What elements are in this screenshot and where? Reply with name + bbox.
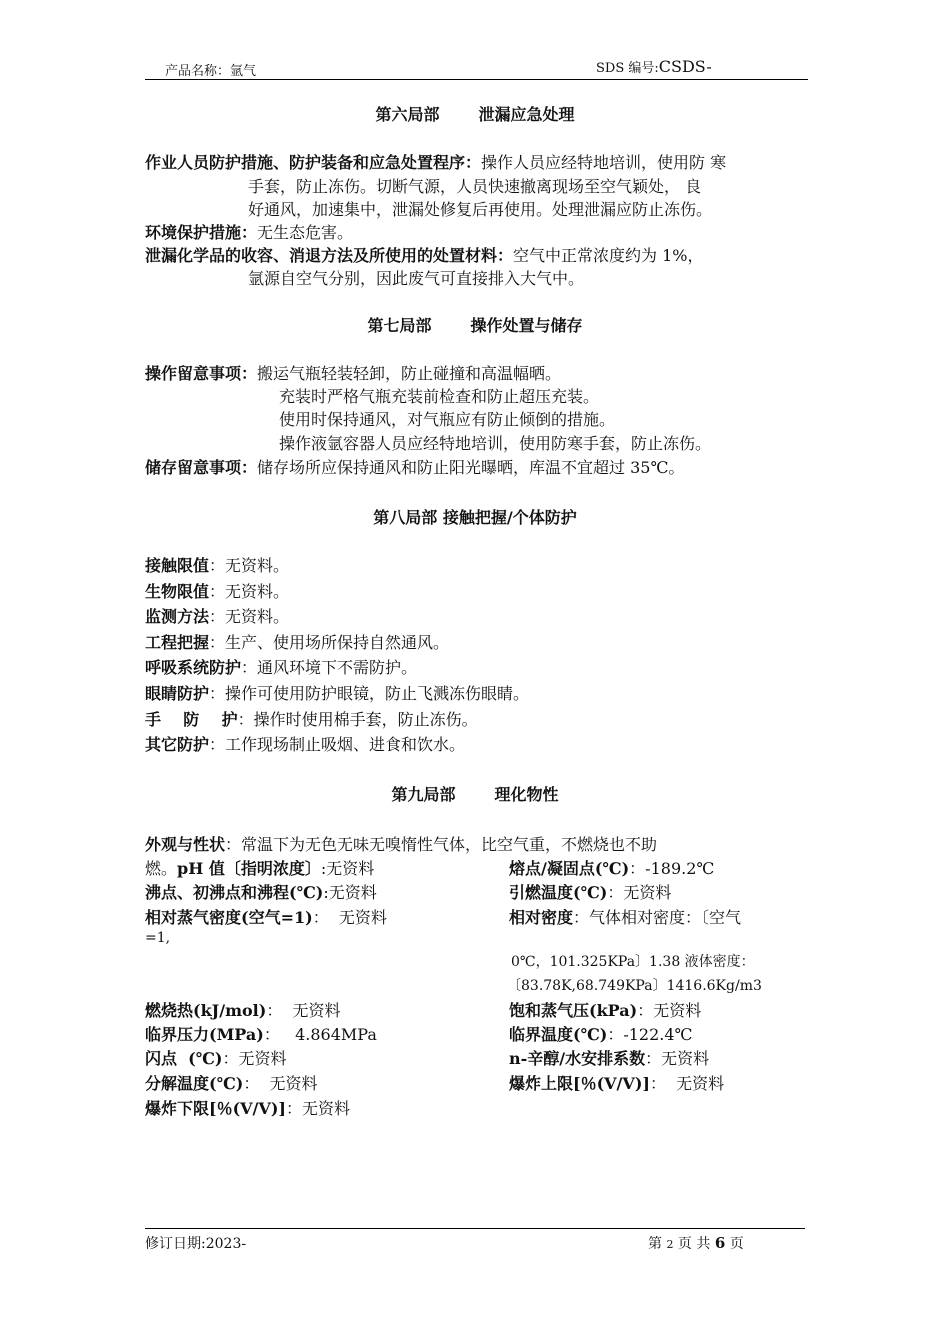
- sec9-critical-temp-line: [509, 1022, 692, 1045]
- footer-revision-date: 修订日期:2023-: [145, 1236, 247, 1252]
- sec6-env-text: 无生态危害。: [257, 223, 354, 242]
- sds-code: CSDS-: [658, 57, 712, 76]
- sec9-relative-density-text: ：气体相对密度：〔空气: [573, 908, 742, 927]
- sec7-op-line3: 使用时保持通风，对气瓶应有防止倾倒的措施。: [279, 410, 616, 429]
- sec8-item-label: 呼吸系统防护: [145, 658, 242, 677]
- sec7-storage-line: [145, 455, 684, 478]
- sec9-saturated-vapor-text: ：无资料: [637, 1001, 702, 1020]
- sec7-op-text1: 搬运气瓶轻装轻卸，防止碰撞和高温幅晒。: [257, 364, 562, 383]
- sec9-relative-density-line3: 〔83.78K,68.749KPa〕1416.6Kg/m3: [507, 978, 762, 994]
- page-prefix: 第: [648, 1236, 662, 1252]
- sec9-boiling-line: [145, 880, 377, 903]
- sec9-octanol-line: [509, 1046, 709, 1069]
- sec9-vapor-density-line2: =1,: [145, 930, 171, 946]
- section-7-title: 第七局部 操作处置与储存: [367, 316, 583, 335]
- sec7-op-label: 操作留意事项：: [145, 364, 258, 383]
- page-suffix: 页: [729, 1236, 744, 1252]
- sec8-item-text: ：无资料。: [209, 607, 290, 626]
- sec8-item-text: ：工作现场制止吸烟、进食和饮水。: [209, 735, 466, 754]
- page-middle: 页 共: [677, 1236, 711, 1252]
- sec6-env-line: [145, 220, 353, 243]
- sec8-item: [145, 553, 289, 576]
- sec6-leak-label: 泄漏化学品的收容、消退方法及所使用的处置材料：: [145, 246, 514, 265]
- sec9-octanol-label: n-辛醇/水安排系数: [509, 1049, 646, 1068]
- sec6-protection-line: [145, 150, 726, 173]
- sec9-flash-point-label: 闪点 (℃): [145, 1049, 223, 1068]
- sec8-item: [145, 655, 417, 678]
- sec9-decomposition-line: [145, 1071, 318, 1094]
- sec8-item-label: 工程把握: [145, 633, 210, 652]
- sec9-boiling-text: :无资料: [323, 883, 377, 902]
- section-8-title: 第八局部 接触把握/个体防护: [373, 508, 577, 527]
- sec8-item-label: 眼睛防护: [145, 684, 210, 703]
- sec9-critical-temp-label: 临界温度(℃): [509, 1025, 608, 1044]
- sec9-vapor-density-label: 相对蒸气密度(空气=1): [145, 908, 313, 927]
- sec9-appearance-label: 外观与性状: [145, 835, 226, 854]
- sec6-leak-line2: 氩源自空气分别，因此废气可直接排入大气中。: [248, 269, 585, 288]
- section-6-title: 第六局部 泄漏应急处理: [375, 105, 575, 124]
- sec9-melting-line: [509, 856, 714, 879]
- sec7-op-line1: [145, 361, 561, 384]
- header-divider: [145, 79, 808, 80]
- page-total: 6: [714, 1234, 726, 1252]
- sec9-appearance-text2: 燃。: [145, 859, 178, 878]
- sec6-protection-line2: 手套，防止冻伤。切断气源，人员快速撤离现场至空气颖处， 良: [248, 177, 702, 196]
- sec8-item-label: 监测方法: [145, 607, 210, 626]
- sec9-appearance-text: ：常温下为无色无味无嗅惰性气体，比空气重，不燃烧也不助: [225, 835, 658, 854]
- sec9-combustion-label: 燃烧热(kJ/mol): [145, 1001, 267, 1020]
- sec8-item-text: ：生产、使用场所保持自然通风。: [209, 633, 450, 652]
- sec8-item-text: ：无资料。: [209, 582, 290, 601]
- sec9-ph-label: pH 值〔指明浓度〕: [177, 859, 321, 878]
- sec8-item-label: 其它防护: [145, 735, 210, 754]
- sec9-combustion-line: [145, 998, 341, 1021]
- sec9-flash-point-text: ：无资料: [222, 1049, 287, 1068]
- sec8-item-text: ：操作可使用防护眼镜，防止飞溅冻伤眼睛。: [209, 684, 530, 703]
- sec6-protection-text: 操作人员应经特地培训，使用防 寒: [481, 153, 727, 172]
- sec8-item: [145, 604, 289, 627]
- sec8-item-label: 手 防 护: [145, 710, 238, 729]
- sec8-item-text: ：无资料。: [209, 556, 290, 575]
- sec9-upper-explosive-text: ： 无资料: [649, 1074, 725, 1093]
- sec9-critical-pressure-line: [145, 1022, 377, 1045]
- sec8-item: [145, 732, 465, 755]
- sec6-protection-line3: 好通风，加速集中，泄漏处修复后再使用。处理泄漏应防止冻伤。: [248, 200, 713, 219]
- sec6-env-label: 环境保护措施：: [145, 223, 258, 242]
- sec9-ph-text: :无资料: [320, 859, 375, 878]
- sec9-flash-point-line: [145, 1046, 286, 1069]
- sec9-melting-label: 熔点/凝固点(℃): [509, 859, 630, 878]
- sec9-ignition-text: ：无资料: [607, 883, 672, 902]
- sec9-relative-density-label: 相对密度: [509, 908, 574, 927]
- sec8-item: [145, 579, 289, 602]
- sec9-critical-pressure-label: 临界压力(MPa): [145, 1025, 264, 1044]
- sec7-storage-label: 储存留意事项：: [145, 458, 258, 477]
- sec8-item-label: 生物限值: [145, 582, 210, 601]
- sds-prefix: SDS 编号:: [596, 61, 659, 76]
- sec7-op-line4: 操作液氩容器人员应经特地培训，使用防寒手套，防止冻伤。: [279, 434, 712, 453]
- sec9-vapor-density-text: ： 无资料: [312, 908, 387, 927]
- sec8-item: [145, 681, 529, 704]
- section-9-title: 第九局部 理化物性: [391, 785, 559, 804]
- sec9-boiling-label: 沸点、初沸点和沸程(℃): [145, 883, 324, 902]
- footer-divider: [145, 1228, 805, 1229]
- sec9-melting-text: ：-189.2℃: [629, 859, 715, 878]
- sec9-relative-density-line2: 0℃，101.325KPa〕1.38 液体密度：: [511, 954, 755, 970]
- sec8-item: [145, 630, 449, 653]
- sec9-saturated-vapor-line: [509, 998, 701, 1021]
- header-product-name: 产品名称：氩气: [165, 64, 257, 79]
- sec6-protection-label: 作业人员防护措施、防护装备和应急处置程序：: [145, 153, 482, 172]
- sec9-decomposition-label: 分解温度(℃): [145, 1074, 244, 1093]
- sec9-combustion-text: ： 无资料: [266, 1001, 341, 1020]
- sec9-decomposition-text: ： 无资料: [243, 1074, 318, 1093]
- sec9-appearance-ph-line: [145, 856, 374, 879]
- sec9-ignition-label: 引燃温度(℃): [509, 883, 608, 902]
- sec6-leak-text: 空气中正常浓度约为 1%，: [513, 246, 704, 265]
- sec8-item-text: ：操作时使用棉手套，防止冻伤。: [237, 710, 478, 729]
- footer-page-number: [648, 1233, 744, 1253]
- sec9-appearance-line: [145, 832, 657, 855]
- sec9-relative-density-line: [509, 905, 741, 928]
- sec6-leak-line: [145, 243, 704, 266]
- sec8-item-label: 接触限值: [145, 556, 210, 575]
- sec7-storage-text: 储存场所应保持通风和防止阳光曝晒，库温不宜超过 35℃。: [257, 458, 685, 477]
- sec9-octanol-text: ：无资料: [645, 1049, 710, 1068]
- sec9-critical-temp-text: ：-122.4℃: [607, 1025, 693, 1044]
- sec9-ignition-line: [509, 880, 671, 903]
- sec9-lower-explosive-label: 爆炸下限[％(V/V)]: [145, 1099, 286, 1118]
- sec8-item-text: ：通风环境下不需防护。: [241, 658, 418, 677]
- header-sds-number: [596, 57, 712, 76]
- sec9-lower-explosive-text: ：无资料: [285, 1099, 350, 1118]
- sec9-critical-pressure-text: ： 4.864MPa: [263, 1025, 377, 1044]
- page-current: 2: [666, 1238, 674, 1251]
- sec9-vapor-density-line: [145, 905, 387, 928]
- sec8-item: [145, 707, 478, 730]
- sec9-lower-explosive-line: [145, 1096, 350, 1119]
- sec7-op-line2: 充装时严格气瓶充装前检查和防止超压充装。: [279, 387, 600, 406]
- sec9-saturated-vapor-label: 饱和蒸气压(kPa): [509, 1001, 638, 1020]
- sec9-upper-explosive-label: 爆炸上限[％(V/V)]: [509, 1074, 650, 1093]
- sec9-upper-explosive-line: [509, 1071, 724, 1094]
